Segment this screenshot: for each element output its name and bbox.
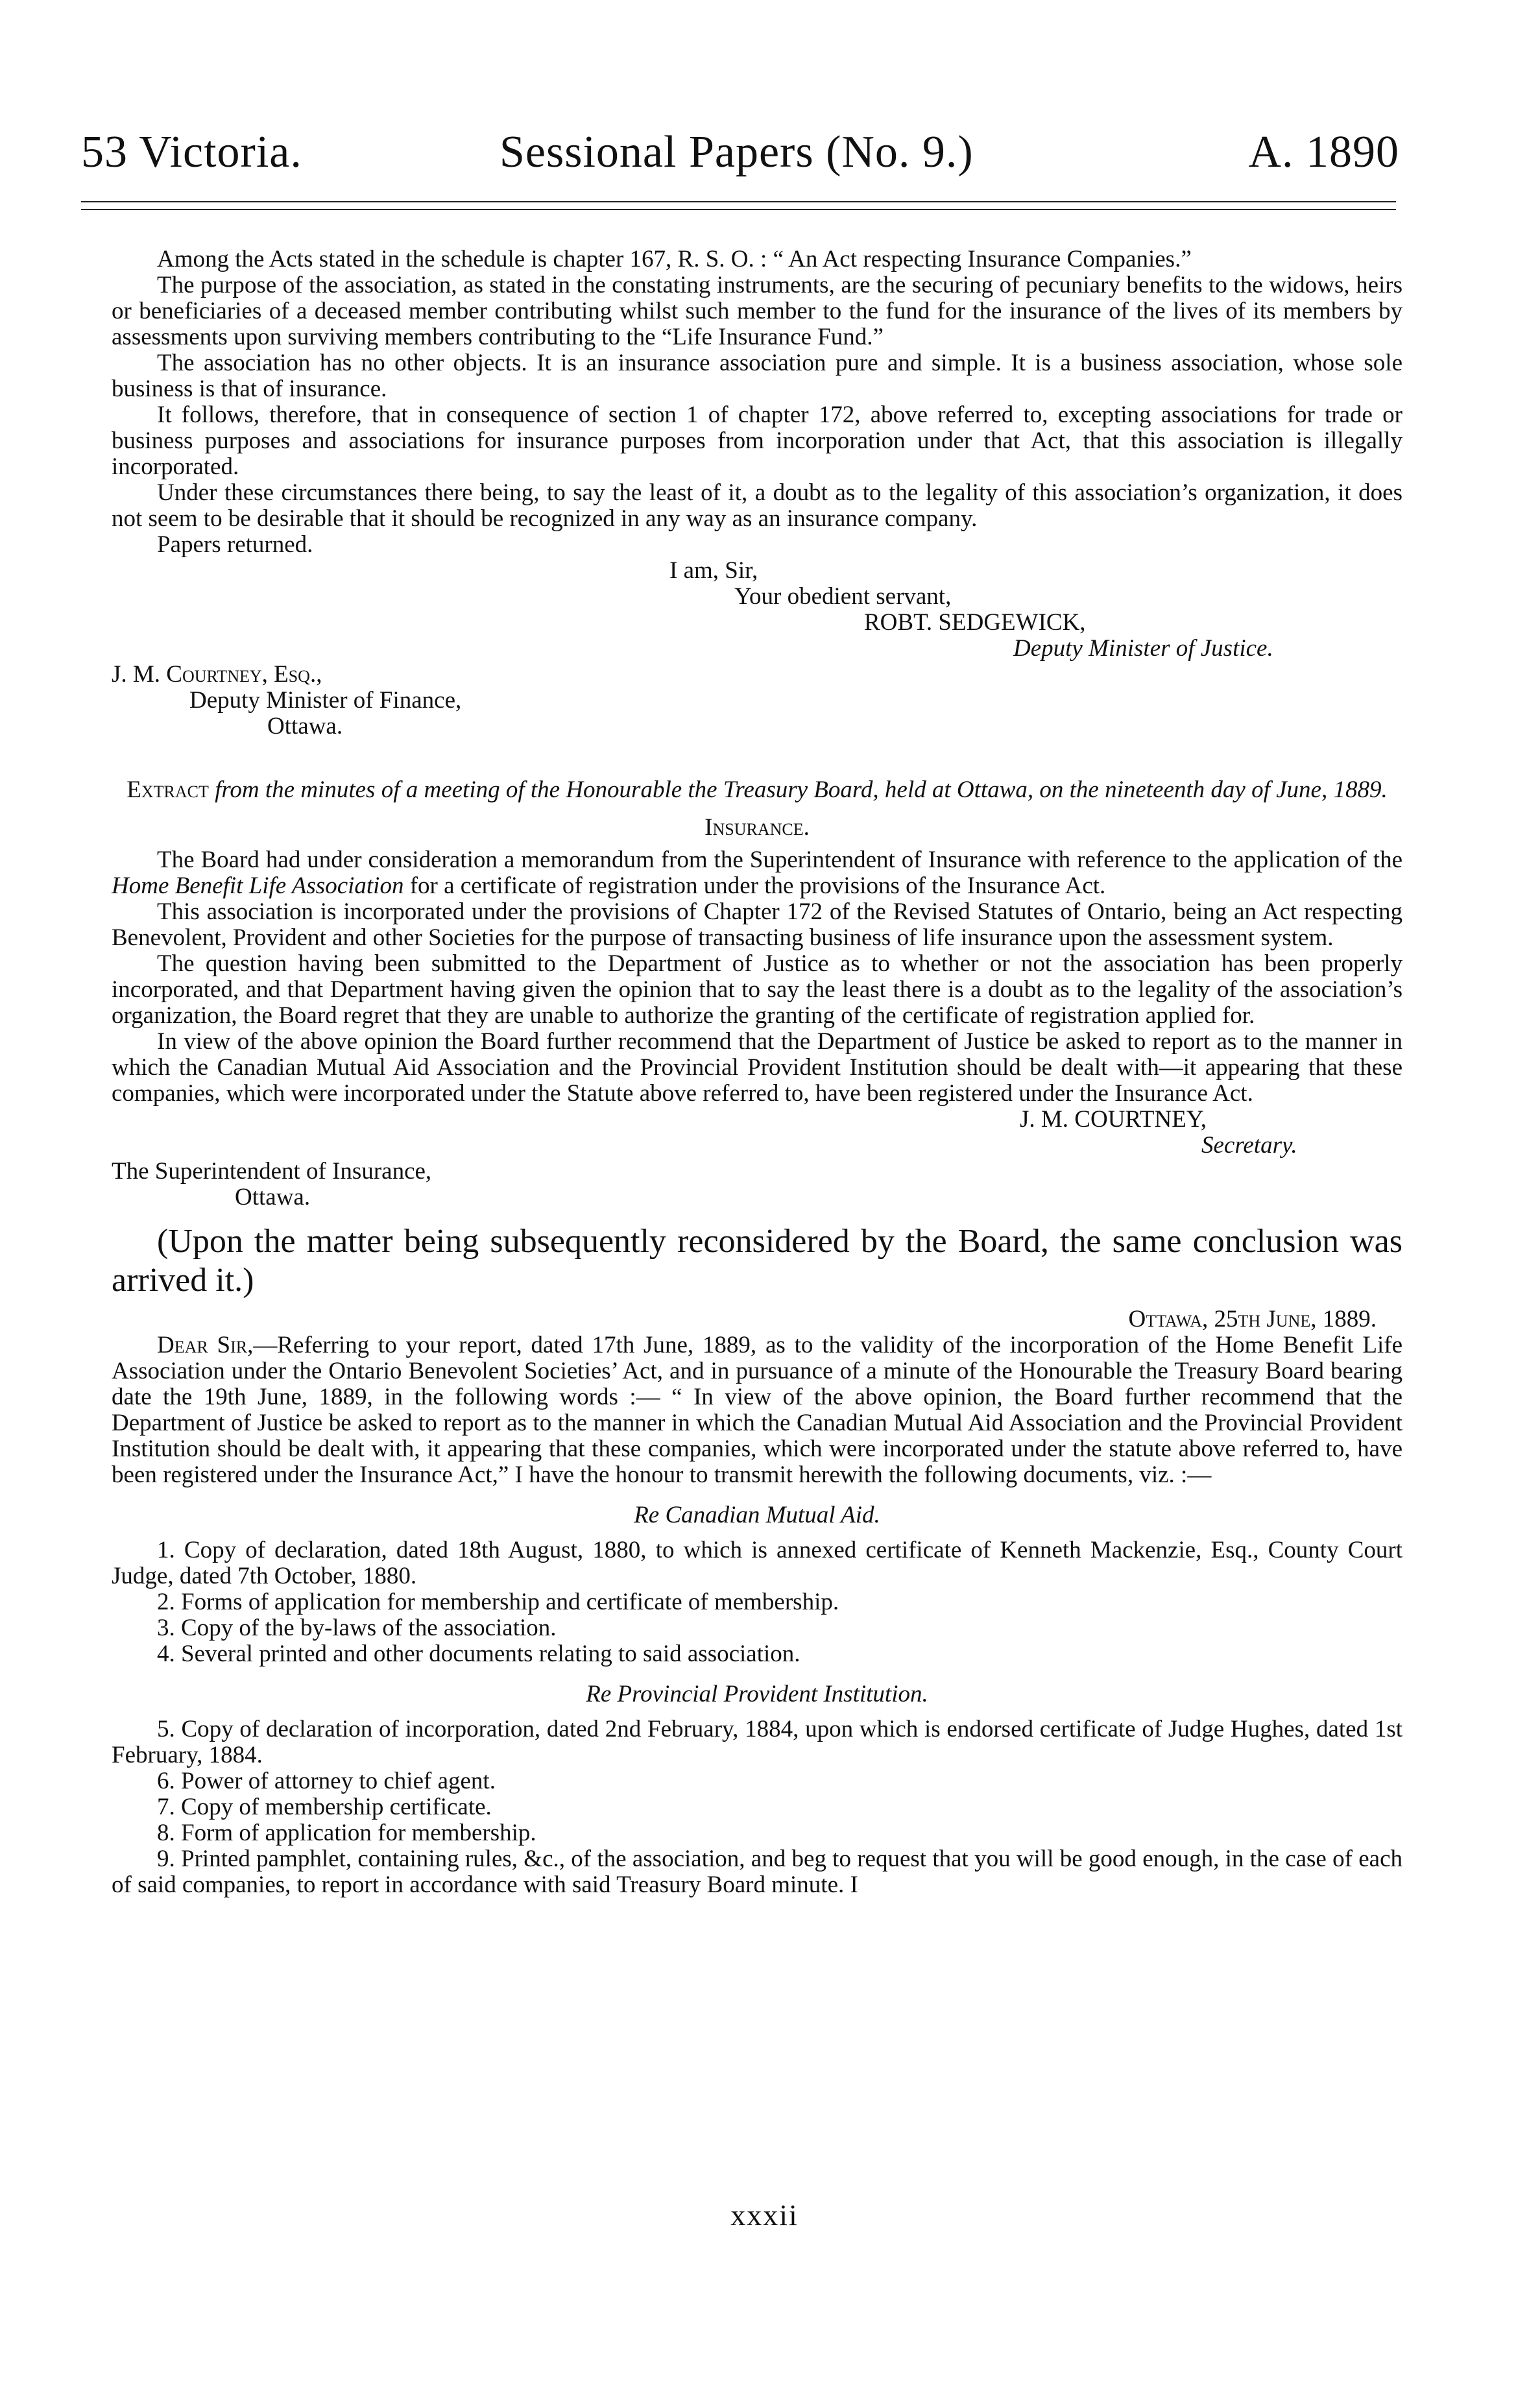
paragraph: This association is incorporated under the provisions of Chapter 172 of the Revised Statutes of Ontario, being an Act respecting Benevolent, Provident and other Societies for the purpose of transacting business of life insurance upon the assessment system. bbox=[112, 898, 1403, 951]
spacer bbox=[112, 1667, 1403, 1681]
paragraph-text: —Referring to your report, dated 17th June, 1889, as to the validity of the incorporation of the Home Benefit Life Association under the Ontario Benevolent Societies’ Act, and in pursuance of a minute of the Honourable the Treasury Board bearing date the 19th June, 1889, in the following words :— “ In view of the above opinion, the Board further recommend that the Department of Justice be asked to report as to the manner in which the Canadian Mutual Aid Association and the Provincial Provident Institution should be dealt with, it appearing that these companies, which were incorporated under the statute above referred to, have been registered under the Insurance Act,” I have the honour to transmit herewith the following documents, viz. :— bbox=[112, 1332, 1403, 1488]
spacer bbox=[112, 740, 1403, 777]
closing-line: Your obedient servant, bbox=[734, 583, 952, 610]
paragraph: The question having been submitted to the Department of Justice as to whether or not the association has been properly incorporated, and that Department having given the opinion that to say the least there is a doubt as to the legality of the association’s organization, the Board regret that they are unable to authorize the granting of the certificate of registration applied for. bbox=[112, 950, 1403, 1029]
paragraph-text-italic: Home Benefit Life Association bbox=[112, 873, 404, 899]
document-list bbox=[112, 1716, 1403, 1898]
signer-name: ROBT. SEDGEWICK, bbox=[864, 609, 1086, 636]
header-right: A. 1890 bbox=[1248, 127, 1399, 177]
dateline: Ottawa, 25th June, 1889. bbox=[1128, 1306, 1377, 1332]
addressee-line: Ottawa. bbox=[267, 713, 343, 740]
addressee-line: Ottawa. bbox=[235, 1184, 311, 1210]
list-item: 8. Form of application for membership. bbox=[157, 1820, 536, 1846]
paragraph bbox=[112, 1332, 1403, 1488]
header-title: Sessional Papers (No. 9.) bbox=[500, 127, 974, 177]
list-item: 1. Copy of declaration, dated 18th August, 1880, to which is annexed certificate of Kenneth Mackenzie, Esq., County Court Judge, dated 7th October, 1880. bbox=[112, 1537, 1403, 1589]
list-item: 3. Copy of the by-laws of the association. bbox=[157, 1615, 557, 1641]
paragraph-text: The Board had under consideration a memorandum from the Superintendent of Insurance with reference to the application of the bbox=[157, 847, 1403, 873]
extract-title-text: from the minutes of a meeting of the Honourable the Treasury Board, held at Ottawa, on the nineteenth day of June, 1889. bbox=[215, 777, 1388, 803]
header-rule-bottom bbox=[81, 209, 1396, 210]
salutation: Dear Sir, bbox=[157, 1332, 254, 1358]
list-item: 4. Several printed and other documents relating to said association. bbox=[157, 1641, 801, 1667]
spacer bbox=[112, 1707, 1403, 1716]
page-number: xxxii bbox=[730, 2198, 799, 2232]
section-title: Re Provincial Provident Institution. bbox=[586, 1681, 928, 1707]
paragraph: Under these circumstances there being, to say the least of it, a doubt as to the legality of this association’s organization, it does not seem to be desirable that it should be recognized in any way as an insurance company. bbox=[112, 479, 1403, 532]
list-item: 2. Forms of application for membership and certificate of membership. bbox=[157, 1589, 839, 1615]
closing-line: I am, Sir, bbox=[669, 557, 758, 584]
addressee-name: J. M. Courtney, Esq., bbox=[112, 661, 322, 688]
header-rule-top bbox=[81, 201, 1396, 202]
paragraph bbox=[112, 847, 1403, 899]
signer-title: Secretary. bbox=[1201, 1132, 1297, 1159]
addressee-line: Deputy Minister of Finance, bbox=[189, 687, 462, 714]
document-list bbox=[112, 1537, 1403, 1667]
list-item: 9. Printed pamphlet, containing rules, &c., of the association, and beg to request that you will be good enough, in the case of each of said companies, to report in accordance with said Treasury Board minute. I bbox=[112, 1846, 1403, 1898]
extract-title-lead: Extract bbox=[126, 777, 209, 803]
signer-title: Deputy Minister of Justice. bbox=[1013, 635, 1273, 662]
spacer bbox=[112, 803, 1403, 815]
paragraph: In view of the above opinion the Board further recommend that the Department of Justice be asked to report as to the manner in which the Canadian Mutual Aid Association and the Provincial Provident Institution should be dealt with—it appearing that these companies, which were incorporated under the Statute above referred to, have been registered under the Insurance Act. bbox=[112, 1028, 1403, 1107]
list-item: 6. Power of attorney to chief agent. bbox=[157, 1768, 496, 1794]
spacer bbox=[112, 1488, 1403, 1502]
spacer bbox=[112, 1528, 1403, 1537]
extract-title bbox=[112, 777, 1403, 803]
list-item: 7. Copy of membership certificate. bbox=[157, 1794, 492, 1820]
paragraph: It follows, therefore, that in consequence of section 1 of chapter 172, above referred to, excepting associations for trade or business purposes and associations for insurance purposes from incorporation under that Act, that this association is illegally incorporated. bbox=[112, 402, 1403, 480]
extract-heading: Insurance. bbox=[704, 814, 810, 841]
paragraph: The association has no other objects. It is an insurance association pure and simple. It is a business association, whose sole business is that of insurance. bbox=[112, 350, 1403, 402]
section-title: Re Canadian Mutual Aid. bbox=[634, 1502, 880, 1528]
paragraph: The purpose of the association, as stated in the constating instruments, are the securing of pecuniary benefits to the widows, heirs or beneficiaries of a deceased member contributing whilst such member to the fund for the insurance of the lives of its members by assessments upon surviving members contributing to the “Life Insurance Fund.” bbox=[112, 272, 1403, 350]
list-item: 5. Copy of declaration of incorporation, dated 2nd February, 1884, upon which is endorsed certificate of Judge Hughes, dated 1st February, 1884. bbox=[112, 1716, 1403, 1768]
addressee-name: The Superintendent of Insurance, bbox=[112, 1158, 432, 1185]
paragraph-text: for a certificate of registration under the provisions of the Insurance Act. bbox=[403, 873, 1106, 899]
paragraph: Papers returned. bbox=[157, 531, 313, 558]
page-body bbox=[112, 247, 1403, 1898]
signer-name: J. M. COURTNEY, bbox=[1020, 1106, 1207, 1133]
paragraph: Among the Acts stated in the schedule is chapter 167, R. S. O. : “ An Act respecting Insurance Companies.” bbox=[157, 246, 1192, 272]
header-left: 53 Victoria. bbox=[81, 127, 302, 177]
editorial-note: (Upon the matter being subsequently reconsidered by the Board, the same conclusion was arrived it.) bbox=[112, 1223, 1403, 1299]
